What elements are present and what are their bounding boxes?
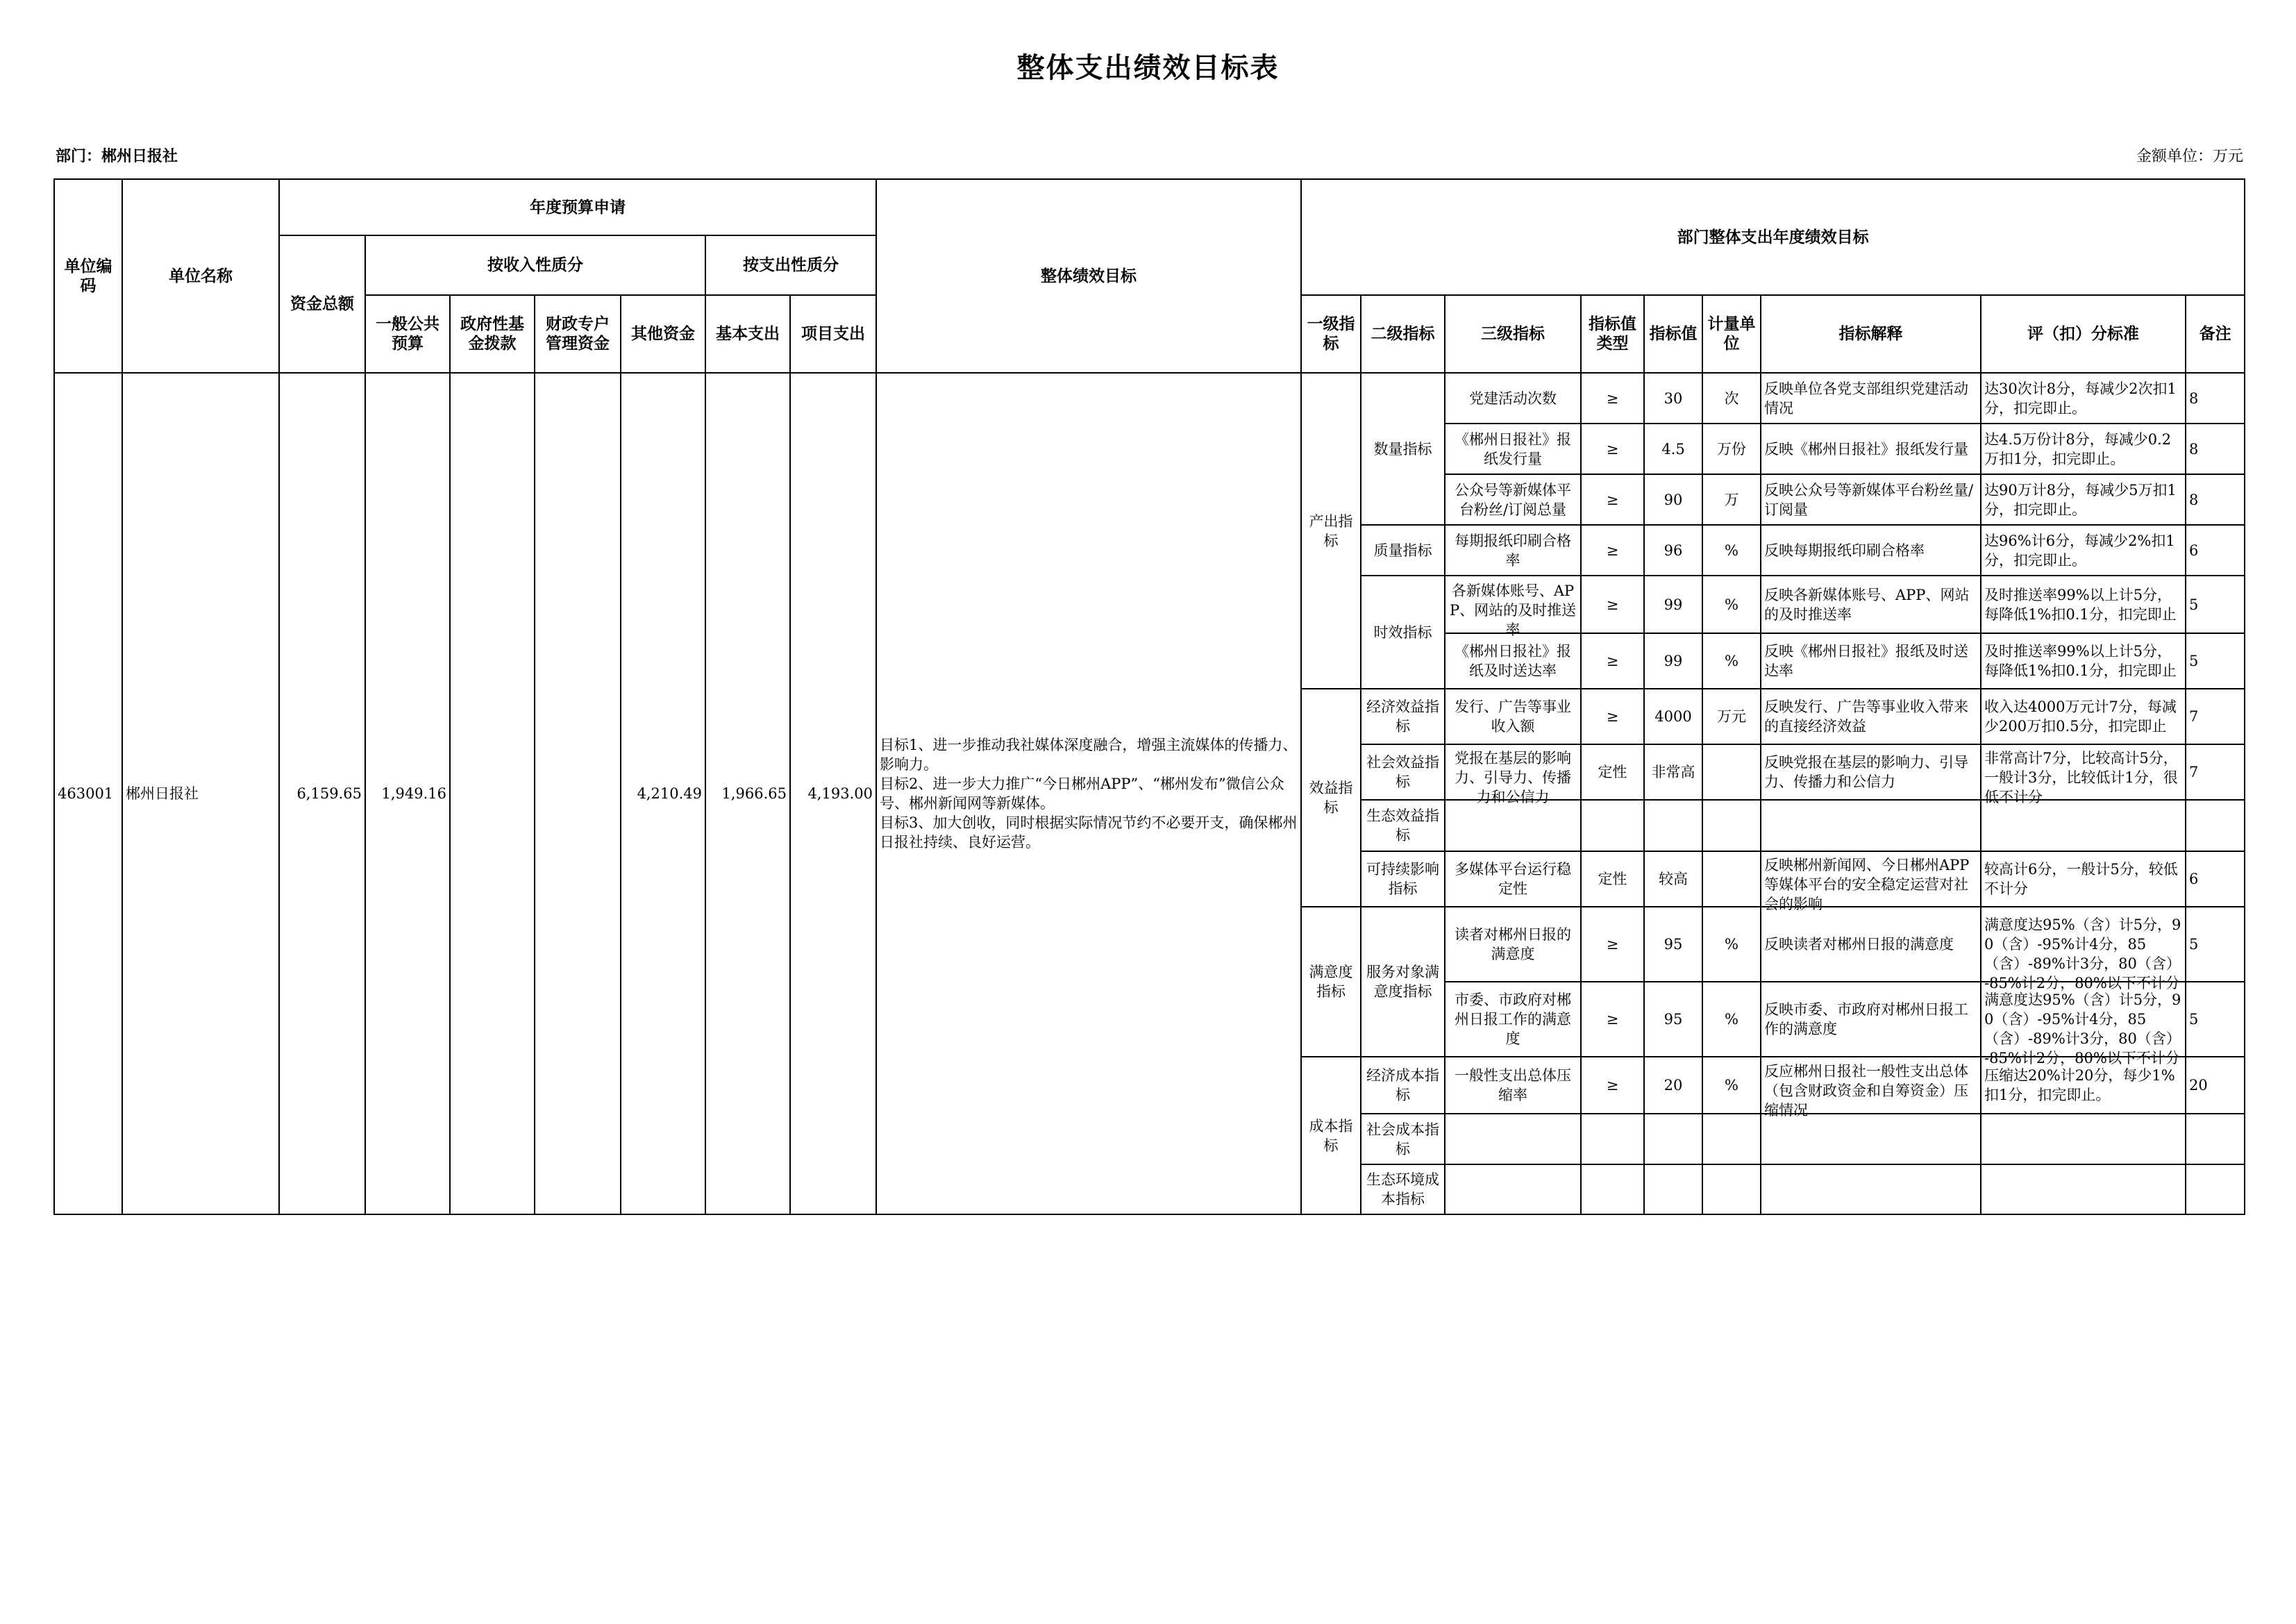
indicator-level3: 多媒体平台运行稳定性 [1445,851,1581,907]
indicator-value: 30 [1644,373,1702,424]
indicator-remark: 5 [2186,576,2245,633]
indicator-unit: % [1702,576,1761,633]
unit-name: 郴州日报社 [122,373,279,1214]
department-name: 郴州日报社 [101,148,178,165]
indicator-type: 定性 [1581,851,1644,907]
unit-code: 463001 [54,373,122,1214]
header-level3: 三级指标 [1445,295,1581,373]
indicator-level3: 公众号等新媒体平台粉丝/订阅总量 [1445,474,1581,525]
overall-goal-text [876,373,1301,1214]
header-gov-fund: 政府性基金拨款 [450,295,535,373]
indicator-remark: 8 [2186,373,2245,424]
total-funds: 6,159.65 [279,373,365,1214]
project-expense: 4,193.00 [790,373,876,1214]
indicator-unit: % [1702,982,1761,1057]
indicator-unit [1702,1164,1761,1214]
header-remark: 备注 [2186,295,2245,373]
indicator-type [1581,800,1644,851]
indicator-level3: 《郴州日报社》报纸及时送达率 [1445,633,1581,689]
indicator-remark: 7 [2186,744,2245,800]
indicator-unit: % [1702,1057,1761,1114]
indicator-scoring: 达30次计8分，每减少2次扣1分，扣完即止。 [1981,373,2186,424]
header-by-income: 按收入性质分 [365,235,705,295]
page-title: 整体支出绩效目标表 [1016,52,1280,84]
indicator-level3: 一般性支出总体压缩率 [1445,1057,1581,1114]
header-by-expense: 按支出性质分 [705,235,876,295]
indicator-remark: 8 [2186,474,2245,525]
level2-economic: 经济效益指标 [1361,689,1445,744]
indicator-unit: % [1702,525,1761,576]
header-explanation: 指标解释 [1761,295,1981,373]
indicator-type: ≥ [1581,907,1644,982]
level2-ecological: 生态效益指标 [1361,800,1445,851]
indicator-value: 95 [1644,982,1702,1057]
indicator-type: ≥ [1581,1057,1644,1114]
indicator-value: 99 [1644,576,1702,633]
indicator-type: 定性 [1581,744,1644,800]
indicator-type [1581,1114,1644,1164]
indicator-level3: 党报在基层的影响力、引导力、传播力和公信力 [1445,744,1581,800]
indicator-level3 [1445,1114,1581,1164]
indicator-explanation: 反应郴州日报社一般性支出总体（包含财政资金和自筹资金）压缩情况 [1761,1057,1981,1114]
indicator-scoring: 收入达4000万元计7分，每减少200万扣0.5分，扣完即止 [1981,689,2186,744]
indicator-explanation [1761,1114,1981,1164]
indicator-value: 4000 [1644,689,1702,744]
indicator-unit: 次 [1702,373,1761,424]
indicator-value: 4.5 [1644,424,1702,474]
indicator-scoring: 达4.5万份计8分，每减少0.2万扣1分，扣完即止。 [1981,424,2186,474]
header-total-funds: 资金总额 [279,235,365,373]
indicator-level3: 市委、市政府对郴州日报工作的满意度 [1445,982,1581,1057]
indicator-value: 20 [1644,1057,1702,1114]
header-unit-code: 单位编码 [54,179,122,373]
indicator-level3: 每期报纸印刷合格率 [1445,525,1581,576]
header-annual-budget: 年度预算申请 [279,179,876,235]
indicator-value: 较高 [1644,851,1702,907]
indicator-value: 99 [1644,633,1702,689]
header-overall-goal: 整体绩效目标 [876,179,1301,373]
indicator-scoring [1981,800,2186,851]
header-fiscal-special: 财政专户管理资金 [535,295,621,373]
goal-2: 目标2、进一步大力推广“今日郴州APP”、“郴州发布”微信公众号、郴州新闻网等新媒体。 [880,776,1284,812]
header-value: 指标值 [1644,295,1702,373]
fiscal-special [535,373,621,1214]
indicator-scoring [1981,1164,2186,1214]
indicator-explanation: 反映公众号等新媒体平台粉丝量/订阅量 [1761,474,1981,525]
indicator-unit: 万份 [1702,424,1761,474]
indicator-explanation: 反映单位各党支部组织党建活动情况 [1761,373,1981,424]
indicator-unit [1702,744,1761,800]
goal-3: 目标3、加大创收，同时根据实际情况节约不必要开支，确保郴州日报社持续、良好运营。 [880,814,1298,851]
indicator-type: ≥ [1581,373,1644,424]
indicator-value: 90 [1644,474,1702,525]
indicator-value: 96 [1644,525,1702,576]
level2-social: 社会效益指标 [1361,744,1445,800]
indicator-value [1644,1114,1702,1164]
header-general-budget: 一般公共预算 [365,295,450,373]
indicator-scoring [1981,1114,2186,1164]
header-measure-unit: 计量单位 [1702,295,1761,373]
indicator-remark [2186,800,2245,851]
indicator-remark: 5 [2186,982,2245,1057]
indicator-unit: 万 [1702,474,1761,525]
indicator-remark [2186,1114,2245,1164]
performance-table [53,178,2245,1215]
indicator-unit [1702,851,1761,907]
indicator-explanation: 反映市委、市政府对郴州日报工作的满意度 [1761,982,1981,1057]
indicator-remark: 6 [2186,851,2245,907]
indicator-remark: 7 [2186,689,2245,744]
level2-sustainable: 可持续影响指标 [1361,851,1445,907]
department-label: 部门： [56,148,102,165]
indicator-level3 [1445,800,1581,851]
header-project-expense: 项目支出 [790,295,876,373]
table-row [54,373,2245,424]
indicator-explanation: 反映各新媒体账号、APP、网站的及时推送率 [1761,576,1981,633]
general-budget: 1,949.16 [365,373,450,1214]
indicator-remark: 5 [2186,907,2245,982]
indicator-type: ≥ [1581,474,1644,525]
indicator-scoring: 达96%计6分，每减少2%扣1分，扣完即止。 [1981,525,2186,576]
header-other-funds: 其他资金 [621,295,705,373]
indicator-remark [2186,1164,2245,1214]
indicator-level3: 党建活动次数 [1445,373,1581,424]
level2-quantity: 数量指标 [1361,373,1445,525]
indicator-unit [1702,800,1761,851]
header-scoring: 评（扣）分标准 [1981,295,2186,373]
indicator-remark: 20 [2186,1057,2245,1114]
header-basic-expense: 基本支出 [705,295,790,373]
indicator-remark: 8 [2186,424,2245,474]
indicator-explanation [1761,1164,1981,1214]
indicator-scoring: 及时推送率99%以上计5分，每降低1%扣0.1分，扣完即止 [1981,576,2186,633]
indicator-explanation: 反映党报在基层的影响力、引导力、传播力和公信力 [1761,744,1981,800]
indicator-explanation [1761,800,1981,851]
level2-econ-cost: 经济成本指标 [1361,1057,1445,1114]
indicator-unit [1702,1114,1761,1164]
header-value-type: 指标值类型 [1581,295,1644,373]
indicator-scoring: 满意度达95%（含）计5分，90（含）-95%计4分，85（含）-89%计3分，80（含）-85%计2分，80%以下不计分 [1981,982,2186,1057]
indicator-level3: 各新媒体账号、APP、网站的及时推送率 [1445,576,1581,633]
indicator-value: 非常高 [1644,744,1702,800]
indicator-explanation: 反映《郴州日报社》报纸发行量 [1761,424,1981,474]
indicator-explanation: 反映郴州新闻网、今日郴州APP等媒体平台的安全稳定运营对社会的影响 [1761,851,1981,907]
indicator-remark: 5 [2186,633,2245,689]
indicator-explanation: 反映读者对郴州日报的满意度 [1761,907,1981,982]
indicator-level3: 《郴州日报社》报纸发行量 [1445,424,1581,474]
indicator-unit: % [1702,907,1761,982]
indicator-type: ≥ [1581,689,1644,744]
indicator-explanation: 反映每期报纸印刷合格率 [1761,525,1981,576]
indicator-type: ≥ [1581,525,1644,576]
indicator-level3: 发行、广告等事业收入额 [1445,689,1581,744]
level1-benefit: 效益指标 [1301,689,1361,907]
header-unit-name: 单位名称 [122,179,279,373]
level2-social-cost: 社会成本指标 [1361,1114,1445,1164]
indicator-value: 95 [1644,907,1702,982]
level2-quality: 质量指标 [1361,525,1445,576]
indicator-type: ≥ [1581,576,1644,633]
indicator-type [1581,1164,1644,1214]
indicator-scoring: 非常高计7分，比较高计5分，一般计3分，比较低计1分，很低不计分 [1981,744,2186,800]
indicator-scoring: 满意度达95%（含）计5分，90（含）-95%计4分，85（含）-89%计3分，80（含）-85%计2分，80%以下不计分 [1981,907,2186,982]
level2-timeliness: 时效指标 [1361,576,1445,689]
indicator-value [1644,800,1702,851]
department-line [56,144,178,166]
indicator-scoring: 达90万计8分，每减少5万扣1分，扣完即止。 [1981,474,2186,525]
indicator-scoring: 较高计6分，一般计5分，较低不计分 [1981,851,2186,907]
header-dept-goal: 部门整体支出年度绩效目标 [1301,179,2245,295]
amount-unit: 金额单位：万元 [2136,148,2243,165]
indicator-type: ≥ [1581,633,1644,689]
indicator-scoring: 压缩达20%计20分，每少1%扣1分，扣完即止。 [1981,1057,2186,1114]
indicator-explanation: 反映发行、广告等事业收入带来的直接经济效益 [1761,689,1981,744]
basic-expense: 1,966.65 [705,373,790,1214]
indicator-remark: 6 [2186,525,2245,576]
level2-service: 服务对象满意度指标 [1361,907,1445,1057]
goal-1: 目标1、进一步推动我社媒体深度融合，增强主流媒体的传播力、影响力。 [880,737,1298,773]
level1-satisfaction: 满意度指标 [1301,907,1361,1057]
indicator-type: ≥ [1581,424,1644,474]
indicator-level3: 读者对郴州日报的满意度 [1445,907,1581,982]
level1-output: 产出指标 [1301,373,1361,689]
other-funds: 4,210.49 [621,373,705,1214]
header-level2: 二级指标 [1361,295,1445,373]
indicator-level3 [1445,1164,1581,1214]
indicator-scoring: 及时推送率99%以上计5分，每降低1%扣0.1分，扣完即止 [1981,633,2186,689]
indicator-explanation: 反映《郴州日报社》报纸及时送达率 [1761,633,1981,689]
header-level1: 一级指标 [1301,295,1361,373]
indicator-unit: % [1702,633,1761,689]
level2-eco-cost: 生态环境成本指标 [1361,1164,1445,1214]
gov-fund [450,373,535,1214]
level1-cost: 成本指标 [1301,1057,1361,1214]
indicator-unit: 万元 [1702,689,1761,744]
indicator-type: ≥ [1581,982,1644,1057]
indicator-value [1644,1164,1702,1214]
